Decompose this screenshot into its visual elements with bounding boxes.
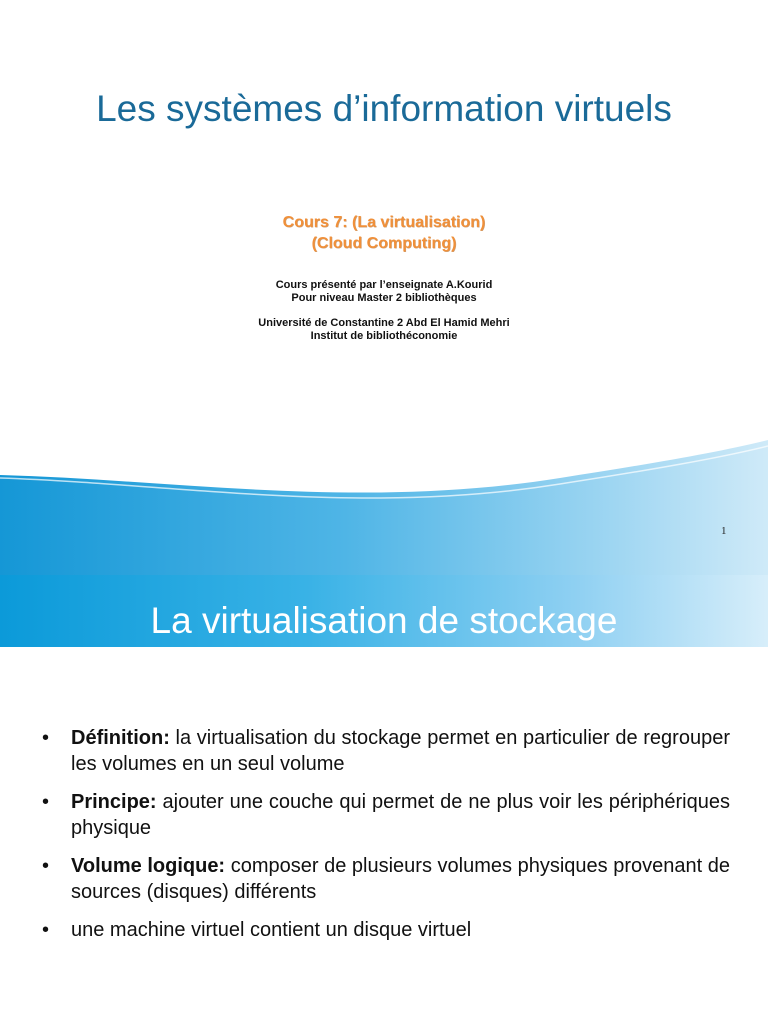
course-subtitle-line-2: (Cloud Computing) — [311, 235, 457, 252]
slide-2-title: La virtualisation de stockage — [150, 600, 618, 641]
bullet-term: Principe: — [71, 791, 157, 813]
bullet-text: ajouter une couche qui permet de ne plus voir les périphériques physique — [71, 791, 730, 839]
presenter-line-2: Pour niveau Master 2 bibliothèques — [291, 292, 477, 304]
list-item: • Volume logique: composer de plusieurs volumes physiques provenant de sources (disques) différents — [42, 855, 730, 903]
bullet-text: une machine virtuel contient un disque virtuel — [71, 919, 472, 941]
list-item: • une machine virtuel contient un disque virtuel — [42, 919, 472, 941]
bullet-text: la virtualisation du stockage permet en particulier de regrouper les volumes en un seul volume — [71, 727, 730, 775]
list-item: • Définition: la virtualisation du stockage permet en particulier de regrouper les volumes en un seul volume — [42, 727, 730, 775]
presenter-line-1: Cours présenté par l’enseignate A.Kourid — [275, 279, 493, 291]
bullet-text: composer de plusieurs volumes physiques provenant de sources (disques) différents — [71, 855, 730, 903]
university-line-1: Université de Constantine 2 Abd El Hamid Mehri — [258, 317, 510, 329]
slide-2 — [0, 575, 768, 1024]
page-number: 1 — [721, 525, 727, 537]
bullet-term: Définition: — [71, 727, 170, 749]
bullet-term: Volume logique: — [71, 855, 226, 877]
course-subtitle-line-1: Cours 7: (La virtualisation) — [282, 214, 486, 231]
bullet-list — [42, 725, 730, 955]
university-line-2: Institut de bibliothéconomie — [310, 330, 458, 342]
decorative-wave — [0, 440, 768, 575]
list-item: • Principe: ajouter une couche qui permet de ne plus voir les périphériques physique — [42, 791, 730, 839]
slide-1-title: Les systèmes d’information virtuels — [96, 88, 672, 129]
